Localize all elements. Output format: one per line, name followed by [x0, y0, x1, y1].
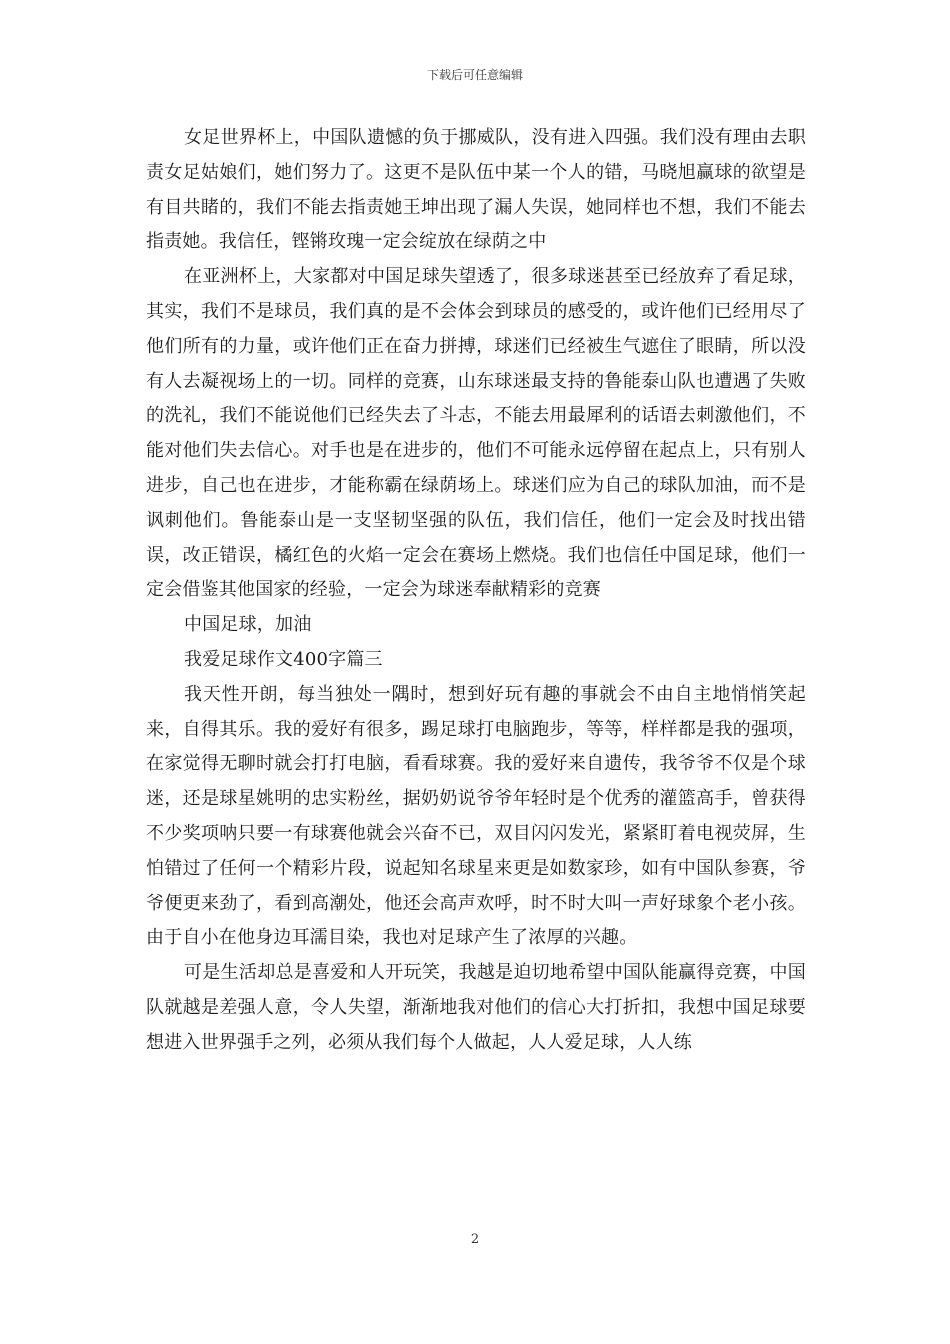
paragraph: 在亚洲杯上，大家都对中国足球失望透了，很多球迷甚至已经放弃了看足球，其实，我们不是球员，我们真的是不会体会到球员的感受的，或许他们已经用尽了他们所有的力量，或许他们正在奋力拼搏，球迷们已经被生气遮住了眼睛，所以没有人去凝视场上的一切。同样的竞赛，山东球迷最支持的鲁能泰山队也遭遇了失败的洗礼，我们不能说他们已经失去了斗志，不能去用最犀利的话语去刺激他们，不能对他们失去信心。对手也是在进步的，他们不可能永远停留在起点上，只有别人进步，自己也在进步，才能称霸在绿荫场上。球迷们应为自己的球队加油，而不是讽刺他们。鲁能泰山是一支坚韧坚强的队伍，我们信任，他们一定会及时找出错误，改正错误，橘红色的火焰一定会在赛场上燃烧。我们也信任中国足球，他们一定会借鉴其他国家的经验，一定会为球迷奉献精彩的竞赛 [146, 266, 806, 601]
page-number: 2 [470, 1232, 480, 1247]
paragraph: 我天性开朗，每当独处一隅时，想到好玩有趣的事就会不由自主地悄悄笑起来，自得其乐。我的爱好有很多，踢足球打电脑跑步，等等，样样都是我的强项，在家觉得无聊时就会打打电脑，看看球赛。我的爱好来自遗传，我爷爷不仅是个球迷，还是球星姚明的忠实粉丝，据奶奶说爷爷年轻时是个优秀的灌篮高手，曾获得不少奖项呐只要一有球赛他就会兴奋不已，双目闪闪发光，紧紧盯着电视荧屏，生怕错过了任何一个精彩片段，说起知名球星来更是如数家珍，如有中国队参赛，爷爷便更来劲了，看到高潮处，他还会高声欢呼，时不时大叫一声好球象个老小孩。由于自小在他身边耳濡目染，我也对足球产生了浓厚的兴趣。 [146, 683, 806, 949]
document-body [146, 121, 806, 1061]
paragraph: 可是生活却总是喜爱和人开玩笑，我越是迫切地希望中国队能赢得竞赛，中国队就越是差强人意，令人失望，渐渐地我对他们的信心大打折扣，我想中国足球要想进入世界强手之列，必须从我们每个人做起，人人爱足球，人人练 [146, 962, 806, 1053]
section-heading: 我爱足球作文400字篇三 [184, 648, 383, 670]
page-header: 下载后可任意编辑 [426, 68, 523, 82]
paragraph: 女足世界杯上，中国队遗憾的负于挪威队，没有进入四强。我们没有理由去职责女足姑娘们，她们努力了。这更不是队伍中某一个人的错，马晓旭赢球的欲望是有目共睹的，我们不能去指责她王坤出现了漏人失误，她同样也不想，我们不能去指责她。我信任，铿锵玫瑰一定会绽放在绿荫之中 [146, 127, 806, 253]
paragraph: 中国足球，加油 [184, 614, 312, 636]
